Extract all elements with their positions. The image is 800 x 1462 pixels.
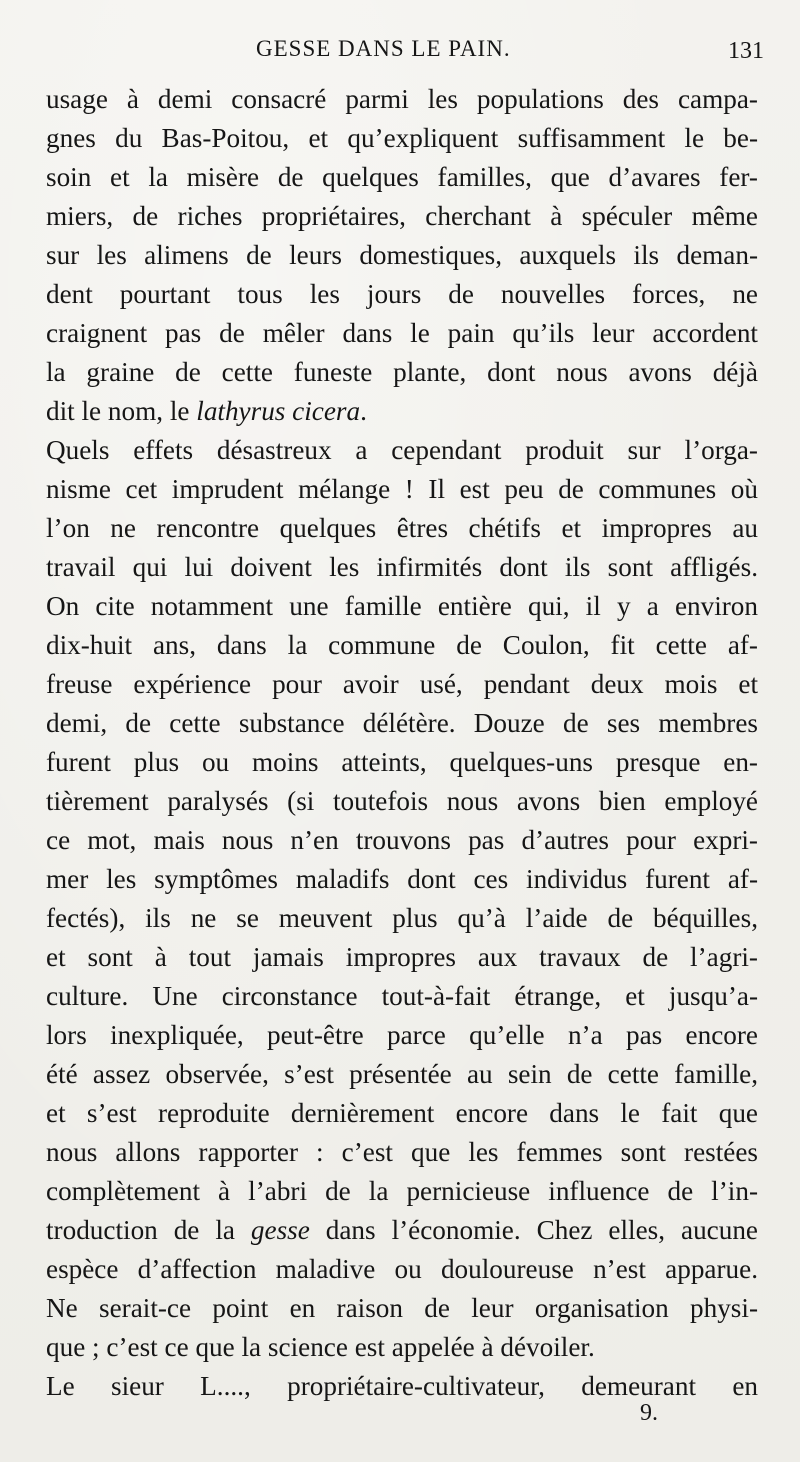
text-line: gnes du Bas-Poitou, et qu’expliquent suffisamment le be- (46, 123, 758, 153)
text-line: miers, de riches propriétaires, cherchant à spéculer même (46, 201, 758, 231)
text-line: lors inexpliquée, peut-être parce qu’elle n’a pas encore (46, 1020, 758, 1050)
text-line: soin et la misère de quelques familles, que d’avares fer- (46, 162, 758, 192)
text-line: freuse expérience pour avoir usé, pendant deux mois et (46, 669, 758, 699)
text-line: demi, de cette substance délétère. Douze de ses membres (46, 708, 758, 738)
text-line: Quels effets désastreux a cependant produit sur l’orga- (46, 435, 758, 465)
text-line: Le sieur L...., propriétaire-cultivateur, demeurant en (46, 1371, 758, 1401)
text-line: dit le nom, le lathyrus cicera. (46, 396, 367, 426)
text-line: été assez observée, s’est présentée au sein de cette famille, (46, 1059, 758, 1089)
text-line: usage à demi consacré parmi les populations des campa- (46, 84, 758, 114)
text-line: complètement à l’abri de la pernicieuse influence de l’in- (46, 1176, 758, 1206)
text-line: sur les alimens de leurs domestiques, auxquels ils deman- (46, 240, 758, 270)
text-line: troduction de la gesse dans l’économie. Chez elles, aucune (46, 1215, 758, 1245)
page-number: 131 (728, 38, 764, 64)
text-line: culture. Une circonstance tout-à-fait étrange, et jusqu’a- (46, 981, 758, 1011)
text-line: ce mot, mais nous n’en trouvons pas d’autres pour expri- (46, 825, 758, 855)
text-line: dix-huit ans, dans la commune de Coulon, fit cette af- (46, 630, 758, 660)
text-line: craignent pas de mêler dans le pain qu’ils leur accordent (46, 318, 758, 348)
text-line: que ; c’est ce que la science est appelée à dévoiler. (46, 1332, 595, 1362)
text-line: tièrement paralysés (si toutefois nous avons bien employé (46, 786, 758, 816)
text-line: l’on ne rencontre quelques êtres chétifs et impropres au (46, 513, 758, 543)
text-line: la graine de cette funeste plante, dont nous avons déjà (46, 357, 758, 387)
text-line: travail qui lui doivent les infirmités dont ils sont affligés. (46, 552, 758, 582)
body-text (46, 80, 758, 1406)
text-line: Ne serait-ce point en raison de leur organisation physi- (46, 1293, 758, 1323)
text-line: et sont à tout jamais impropres aux travaux de l’agri- (46, 942, 758, 972)
text-line: On cite notamment une famille entière qui, il y a environ (46, 591, 758, 621)
text-line: nisme cet imprudent mélange ! Il est peu de communes où (46, 474, 758, 504)
text-line: furent plus ou moins atteints, quelques-uns presque en- (46, 747, 758, 777)
signature-mark: 9. (640, 1400, 658, 1426)
running-title: GESSE DANS LE PAIN. (256, 36, 511, 61)
text-line: mer les symptômes maladifs dont ces individus furent af- (46, 864, 758, 894)
text-line: dent pourtant tous les jours de nouvelles forces, ne (46, 279, 758, 309)
running-head (46, 36, 764, 76)
text-line: nous allons rapporter : c’est que les femmes sont restées (46, 1137, 758, 1167)
text-line: et s’est reproduite dernièrement encore dans le fait que (46, 1098, 758, 1128)
text-line: fectés), ils ne se meuvent plus qu’à l’aide de béquilles, (46, 903, 758, 933)
text-line: espèce d’affection maladive ou douloureuse n’est apparue. (46, 1254, 758, 1284)
